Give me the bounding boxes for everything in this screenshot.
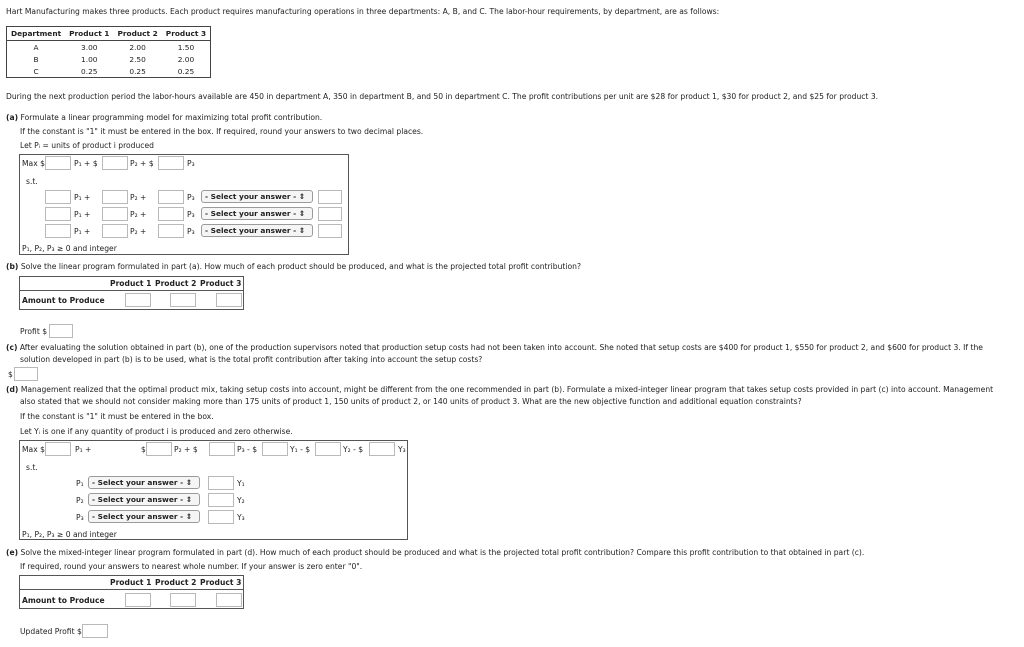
part-d-line1 <box>6 385 993 394</box>
part-d-note: If the constant is "1" it must be entered in the box. <box>20 412 214 421</box>
table-cell: 3.00 <box>81 42 98 52</box>
milp-constraint-2-select[interactable] <box>88 493 200 506</box>
milp-obj-p1-input[interactable] <box>45 442 71 456</box>
part-e-heading <box>6 548 864 557</box>
st-label: s.t. <box>26 177 38 186</box>
table-row <box>7 65 211 78</box>
y2-term-label: Y₂ - $ <box>343 445 364 454</box>
milp-obj-y3-input[interactable] <box>369 442 395 456</box>
part-b-title: Solve the linear program formulated in part (a). How much of each product should be produced, and what is the projected total profit contribution? <box>20 262 581 271</box>
divider <box>19 290 244 291</box>
part-e-label: (e) <box>6 548 19 557</box>
col-header-product-2: Product 2 <box>155 578 197 587</box>
part-c-text1: After evaluating the solution obtained in part (b), one of the production supervisors noted that production setup costs had not been taken into account. She noted that setup costs are $400 for product 1, $550 for product 2, and $600 for product 3. If the <box>19 343 983 352</box>
constraint-c-rhs-input[interactable] <box>318 224 342 238</box>
table-cell: 1.00 <box>81 54 98 64</box>
col-header-product-1: Product 1 <box>110 279 152 288</box>
constraint-c-relation-select[interactable] <box>201 224 313 237</box>
dollar-label: $ <box>8 370 13 379</box>
part-c-label: (c) <box>6 343 18 352</box>
col-header-product-3: Product 3 <box>200 279 242 288</box>
chevron-updown-icon: ⇕ <box>185 478 192 487</box>
col-header-product-2: Product 2 <box>155 279 197 288</box>
part-a-heading <box>6 113 322 122</box>
y3-label: Y₃ <box>237 513 245 522</box>
p3-term-label: P₃ - $ <box>237 445 258 454</box>
table-header: Product 1 <box>65 27 113 41</box>
select-text: - Select your answer - <box>92 478 184 487</box>
select-text: - Select your answer - <box>92 512 184 521</box>
col-header-product-1: Product 1 <box>110 578 152 587</box>
p1-term-label: P₁ + $ <box>74 159 98 168</box>
profit-label: Profit $ <box>20 327 48 336</box>
table-cell: 0.25 <box>129 66 146 76</box>
p1-label: P₁ + <box>74 210 91 219</box>
constraint-a-relation-select[interactable] <box>201 190 313 203</box>
max-label: Max $ <box>22 159 45 168</box>
obj-coef-p2-input[interactable] <box>102 156 128 170</box>
updated-profit-label: Updated Profit $ <box>20 627 82 636</box>
y2-label: Y₂ <box>237 496 245 505</box>
part-e-amount-p2-input[interactable] <box>170 593 196 607</box>
part-c-line2: solution developed in part (b) is to be used, what is the total profit contribution after taking into account the setup costs? <box>20 355 483 364</box>
part-d-text1: Management realized that the optimal product mix, taking setup costs into account, might be different from the one recommended in part (b). Formulate a mixed-integer linear program that takes setup costs provided in part (c) into account. Management <box>20 385 994 394</box>
part-b-amount-p3-input[interactable] <box>216 293 242 307</box>
table-cell: 2.00 <box>129 42 146 52</box>
table-cell: B <box>33 54 39 64</box>
constraint-b-p2-input[interactable] <box>102 207 128 221</box>
p2-label: P₂ + <box>130 227 147 236</box>
row-label-amount: Amount to Produce <box>22 296 105 305</box>
p1-label: P₁ + <box>74 227 91 236</box>
milp-constraint-2-input[interactable] <box>208 493 234 507</box>
part-b-amount-p1-input[interactable] <box>125 293 151 307</box>
nonnegativity-text: P₁, P₂, P₃ ≥ 0 and integer <box>22 244 117 253</box>
table-header: Product 2 <box>113 27 161 41</box>
part-e-profit-input[interactable] <box>82 624 108 638</box>
table-header: Product 3 <box>162 27 211 41</box>
p2-term-label: P₂ + $ <box>130 159 154 168</box>
part-b-label: (b) <box>6 262 19 271</box>
chevron-updown-icon: ⇕ <box>298 209 305 218</box>
constraint-a-rhs-input[interactable] <box>318 190 342 204</box>
row-label-amount: Amount to Produce <box>22 596 105 605</box>
milp-constraint-1-input[interactable] <box>208 476 234 490</box>
table-row <box>7 41 211 54</box>
part-c-profit-input[interactable] <box>14 367 38 381</box>
table-row <box>7 53 211 65</box>
dollar-label: $ <box>141 445 146 454</box>
select-text: - Select your answer - <box>205 192 297 201</box>
part-e-amount-p1-input[interactable] <box>125 593 151 607</box>
chevron-updown-icon: ⇕ <box>298 192 305 201</box>
part-e-note: If required, round your answers to nearest whole number. If your answer is zero enter "0". <box>20 562 363 571</box>
p1-label: P₁ + <box>74 193 91 202</box>
constraint-b-relation-select[interactable] <box>201 207 313 220</box>
table-cell: C <box>33 66 39 76</box>
table-cell: 2.00 <box>177 54 195 64</box>
constraint-c-p3-input[interactable] <box>158 224 184 238</box>
obj-coef-p3-input[interactable] <box>158 156 184 170</box>
p2-label: P₂ + <box>130 210 147 219</box>
table-header: Department <box>7 27 66 41</box>
constraint-a-p3-input[interactable] <box>158 190 184 204</box>
part-b-profit-input[interactable] <box>49 324 73 338</box>
part-d-let: Let Yᵢ is one if any quantity of product i is produced and zero otherwise. <box>20 427 293 436</box>
p2-label: P₂ + <box>130 193 147 202</box>
part-b-amount-p2-input[interactable] <box>170 293 196 307</box>
part-a-note: If the constant is "1" it must be entered in the box. If required, round your answers to two decimal places. <box>20 127 424 136</box>
part-e-title: Solve the mixed-integer linear program formulated in part (d). How much of each product should be produced and what is the projected total profit contribution? Compare this profit contribution to that obtained in part (c). <box>20 548 865 557</box>
table-cell: 0.25 <box>81 66 98 76</box>
part-b-heading <box>6 262 581 271</box>
part-d-line2: also stated that we should not consider making more than 175 units of product 1, 150 units of product 2, or 140 units of product 3. What are the new objective function and additional equation constraints? <box>20 397 802 406</box>
labor-hours-table <box>6 26 211 78</box>
nonnegativity-text: P₁, P₂, P₃ ≥ 0 and integer <box>22 530 117 539</box>
table-cell: A <box>33 42 39 52</box>
p1-label: P₁ <box>76 479 84 488</box>
p3-label: P₃ <box>187 227 195 236</box>
milp-obj-y2-input[interactable] <box>315 442 341 456</box>
select-text: - Select your answer - <box>92 495 184 504</box>
part-e-amount-p3-input[interactable] <box>216 593 242 607</box>
p2-label: P₂ <box>76 496 84 505</box>
constraint-a-p1-input[interactable] <box>45 190 71 204</box>
part-a-let: Let Pᵢ = units of product i produced <box>20 141 154 150</box>
constraint-b-rhs-input[interactable] <box>318 207 342 221</box>
part-a-label: (a) <box>6 113 19 122</box>
select-text: - Select your answer - <box>205 209 297 218</box>
constraint-b-p1-input[interactable] <box>45 207 71 221</box>
p2-term-label: P₂ + $ <box>174 445 198 454</box>
y1-label: Y₁ <box>237 479 245 488</box>
p1-term-label: P₁ + <box>75 445 92 454</box>
p3-label: P₃ <box>187 193 195 202</box>
milp-constraint-3-input[interactable] <box>208 510 234 524</box>
max-label: Max $ <box>22 445 45 454</box>
milp-constraint-3-select[interactable] <box>88 510 200 523</box>
constraint-b-p3-input[interactable] <box>158 207 184 221</box>
p3-label: P₃ <box>76 513 84 522</box>
p3-term-label: P₃ <box>187 159 195 168</box>
part-c-line1 <box>6 343 983 352</box>
table-cell: 2.50 <box>129 54 146 64</box>
milp-obj-p2-input[interactable] <box>146 442 172 456</box>
obj-coef-p1-input[interactable] <box>45 156 71 170</box>
period-text: During the next production period the labor-hours available are 450 in department A, 350 in department B, and 50 in department C. The profit contributions per unit are $28 for product 1, $30 for product 2, and $25 for product 3. <box>6 92 879 101</box>
table-cell: 1.50 <box>177 42 195 52</box>
milp-obj-p3-input[interactable] <box>209 442 235 456</box>
st-label: s.t. <box>26 463 38 472</box>
intro-text: Hart Manufacturing makes three products. Each product requires manufacturing operations in three departments: A, B, and C. The labor-hour requirements, by department, are as follows: <box>6 7 720 16</box>
constraint-a-p2-input[interactable] <box>102 190 128 204</box>
constraint-c-p1-input[interactable] <box>45 224 71 238</box>
chevron-updown-icon: ⇕ <box>298 226 305 235</box>
milp-obj-y1-input[interactable] <box>262 442 288 456</box>
table-cell: 0.25 <box>177 66 195 76</box>
y1-term-label: Y₁ - $ <box>290 445 311 454</box>
part-d-label: (d) <box>6 385 19 394</box>
part-a-title: Formulate a linear programming model for maximizing total profit contribution. <box>20 113 323 122</box>
constraint-c-p2-input[interactable] <box>102 224 128 238</box>
milp-constraint-1-select[interactable] <box>88 476 200 489</box>
chevron-updown-icon: ⇕ <box>185 512 192 521</box>
chevron-updown-icon: ⇕ <box>185 495 192 504</box>
p3-label: P₃ <box>187 210 195 219</box>
col-header-product-3: Product 3 <box>200 578 242 587</box>
select-text: - Select your answer - <box>205 226 297 235</box>
divider <box>19 589 244 590</box>
y3-term-label: Y₃ <box>398 445 406 454</box>
